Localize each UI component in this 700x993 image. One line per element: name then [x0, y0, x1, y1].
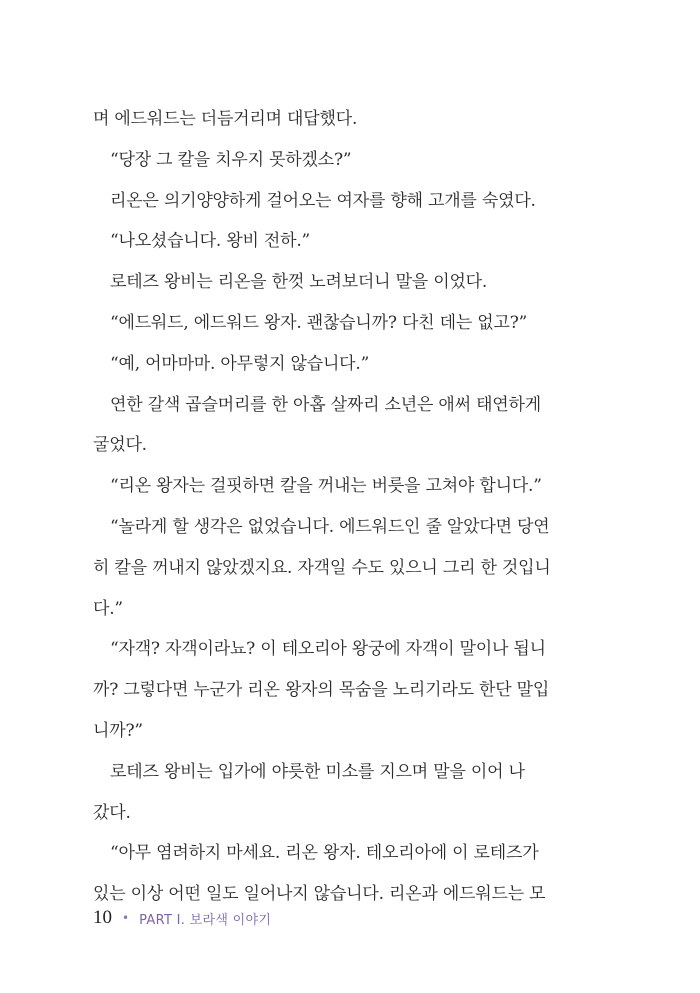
text-line: “자객? 자객이라뇨? 이 테오리아 왕궁에 자객이 말이나 됩니 [110, 639, 546, 660]
text-line: 리온은 의기양양하게 걸어오는 여자를 향해 고개를 숙였다. [110, 190, 536, 211]
text-line: “나오셨습니다. 왕비 전하.” [110, 231, 311, 252]
text-line: “당장 그 칼을 치우지 못하겠소?” [110, 149, 352, 170]
text-line: 며 에드워드는 더듬거리며 대답했다. [93, 109, 358, 129]
text-line: 로테즈 왕비는 입가에 야릇한 미소를 지으며 말을 이어 나 [110, 761, 525, 782]
running-head: PART I. 보라색 이야기 [139, 912, 272, 928]
text-line: “리온 왕자는 걸핏하면 칼을 꺼내는 버릇을 고쳐야 합니다.” [110, 476, 542, 497]
text-line: 다.” [93, 598, 123, 619]
text-line: “에드워드, 에드워드 왕자. 괜찮습니까? 다친 데는 없고?” [110, 312, 528, 333]
text-line: “예, 어마마마. 아무렇지 않습니다.” [110, 353, 370, 374]
text-line: 갔다. [93, 802, 131, 823]
text-line: 니까?” [93, 720, 143, 741]
text-line: 굴었다. [93, 435, 147, 456]
text-line: 연한 갈색 곱슬머리를 한 아홉 살짜리 소년은 애써 태연하게 [110, 394, 541, 415]
page-footer [93, 903, 271, 933]
text-line: 로테즈 왕비는 리온을 한껏 노려보더니 말을 이었다. [110, 272, 488, 293]
text-line: 까? 그렇다면 누군가 리온 왕자의 목숨을 노리기라도 한단 말입 [93, 680, 550, 701]
text-line: “놀라게 할 생각은 없었습니다. 에드워드인 줄 알았다면 당연 [110, 516, 550, 537]
page-number: 10 [93, 907, 112, 928]
bullet-separator: • [122, 911, 130, 925]
page-body [93, 99, 563, 915]
text-line: 있는 이상 어떤 일도 일어나지 않습니다. 리온과 에드워드는 모 [93, 884, 546, 905]
text-line: 히 칼을 꺼내지 않았겠지요. 자객일 수도 있으니 그리 한 것입니 [93, 557, 551, 578]
text-line: “아무 염려하지 마세요. 리온 왕자. 테오리아에 이 로테즈가 [110, 843, 539, 864]
